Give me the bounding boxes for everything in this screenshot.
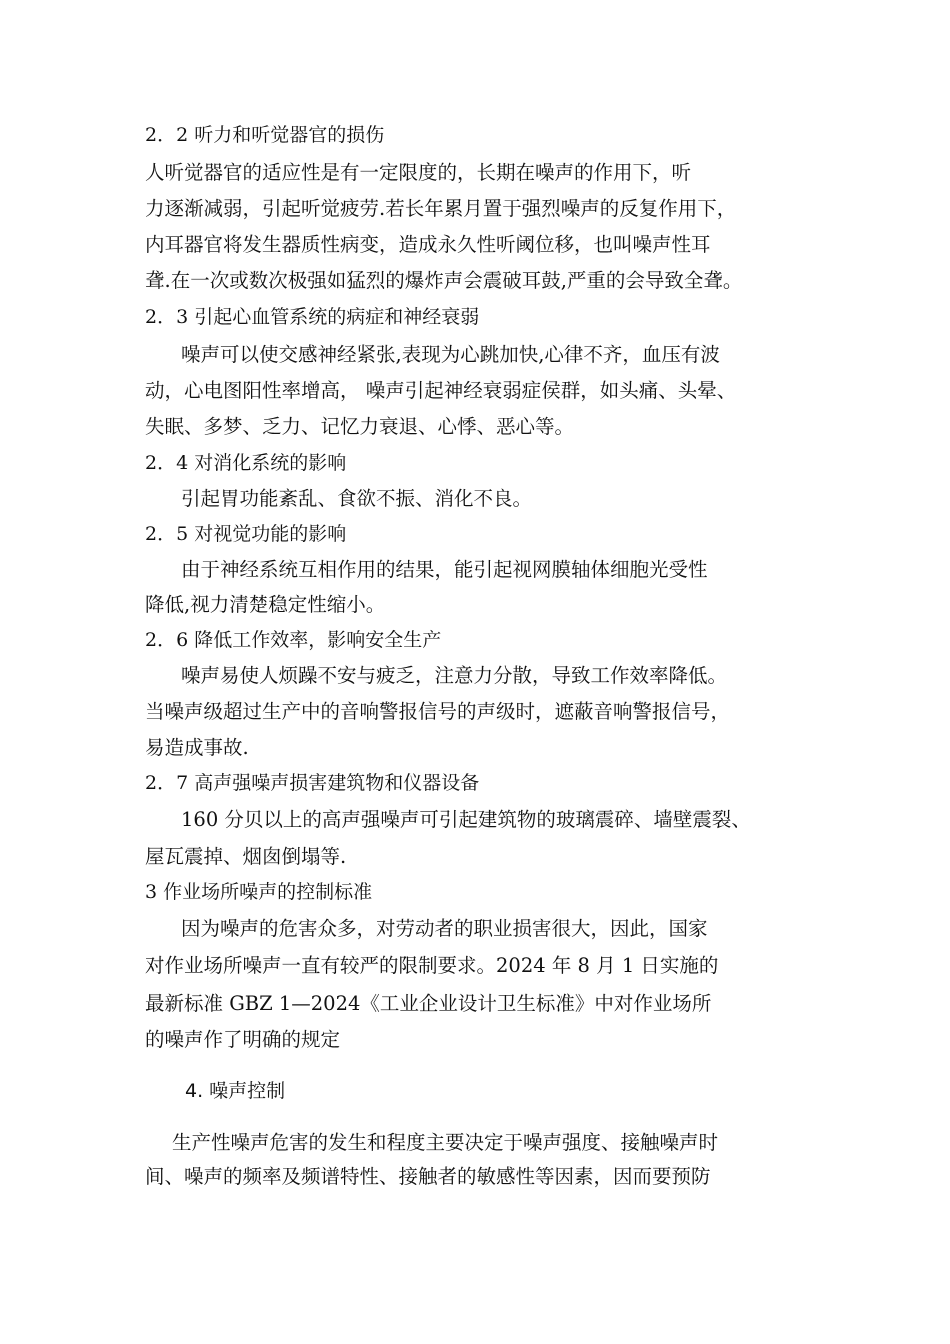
paragraph-line: 屋瓦震掉、烟囱倒塌等. xyxy=(145,845,347,868)
paragraph-line: 聋.在一次或数次极强如猛烈的爆炸声会震破耳鼓,严重的会导致全聋。 xyxy=(145,269,743,292)
paragraph-line: 当噪声级超过生产中的音响警报信号的声级时，遮蔽音响警报信号， xyxy=(145,700,731,723)
paragraph-line: 对作业场所噪声一直有较严的限制要求。2024 年 8 月 1 日实施的 xyxy=(145,954,719,977)
section-heading: 2．4 对消化系统的影响 xyxy=(145,452,347,474)
section-heading: 2．5 对视觉功能的影响 xyxy=(145,523,347,545)
section-heading: 2．6 降低工作效率，影响安全生产 xyxy=(145,629,442,651)
paragraph-line: 引起胃功能紊乱、食欲不振、消化不良。 xyxy=(181,487,533,510)
paragraph-line: 噪声易使人烦躁不安与疲乏，注意力分散，导致工作效率降低。 xyxy=(181,664,728,687)
paragraph-line: 由于神经系统互相作用的结果，能引起视网膜轴体细胞光受性 xyxy=(181,558,708,581)
section-heading: 2．3 引起心血管系统的病症和神经衰弱 xyxy=(145,306,480,328)
paragraph-line: 人听觉器官的适应性是有一定限度的，长期在噪声的作用下，听 xyxy=(145,161,692,184)
paragraph-line: 的噪声作了明确的规定 xyxy=(145,1028,341,1051)
paragraph-line: 生产性噪声危害的发生和程度主要决定于噪声强度、接触噪声时 xyxy=(172,1131,719,1154)
section-heading: 3 作业场所噪声的控制标准 xyxy=(145,881,373,903)
paragraph-line: 噪声可以使交感神经紧张,表现为心跳加快,心律不齐，血压有波 xyxy=(181,343,720,366)
paragraph-line: 最新标准 GBZ 1—2024《工业企业设计卫生标准》中对作业场所 xyxy=(145,992,712,1015)
paragraph-line: 力逐渐减弱，引起听觉疲劳.若长年累月置于强烈噪声的反复作用下， xyxy=(145,197,737,220)
paragraph-line: 因为噪声的危害众多，对劳动者的职业损害很大，因此，国家 xyxy=(181,917,708,940)
section-heading: 2．2 听力和听觉器官的损伤 xyxy=(145,124,385,146)
section-heading: 2．7 高声强噪声损害建筑物和仪器设备 xyxy=(145,772,480,794)
section-heading: 4. 噪声控制 xyxy=(185,1080,286,1102)
paragraph-line: 160 分贝以上的高声强噪声可引起建筑物的玻璃震碎、墙壁震裂、 xyxy=(181,808,751,831)
paragraph-line: 易造成事故. xyxy=(145,736,249,759)
paragraph-line: 内耳器官将发生器质性病变，造成永久性听阈位移，也叫噪声性耳 xyxy=(145,233,711,256)
paragraph-line: 失眠、多梦、乏力、记忆力衰退、心悸、恶心等。 xyxy=(145,415,575,438)
paragraph-line: 动，心电图阳性率增高， 噪声引起神经衰弱症侯群，如头痛、头晕、 xyxy=(145,379,737,402)
paragraph-line: 间、噪声的频率及频谱特性、接触者的敏感性等因素，因而要预防 xyxy=(145,1165,711,1188)
paragraph-line: 降低,视力清楚稳定性缩小。 xyxy=(145,593,386,616)
